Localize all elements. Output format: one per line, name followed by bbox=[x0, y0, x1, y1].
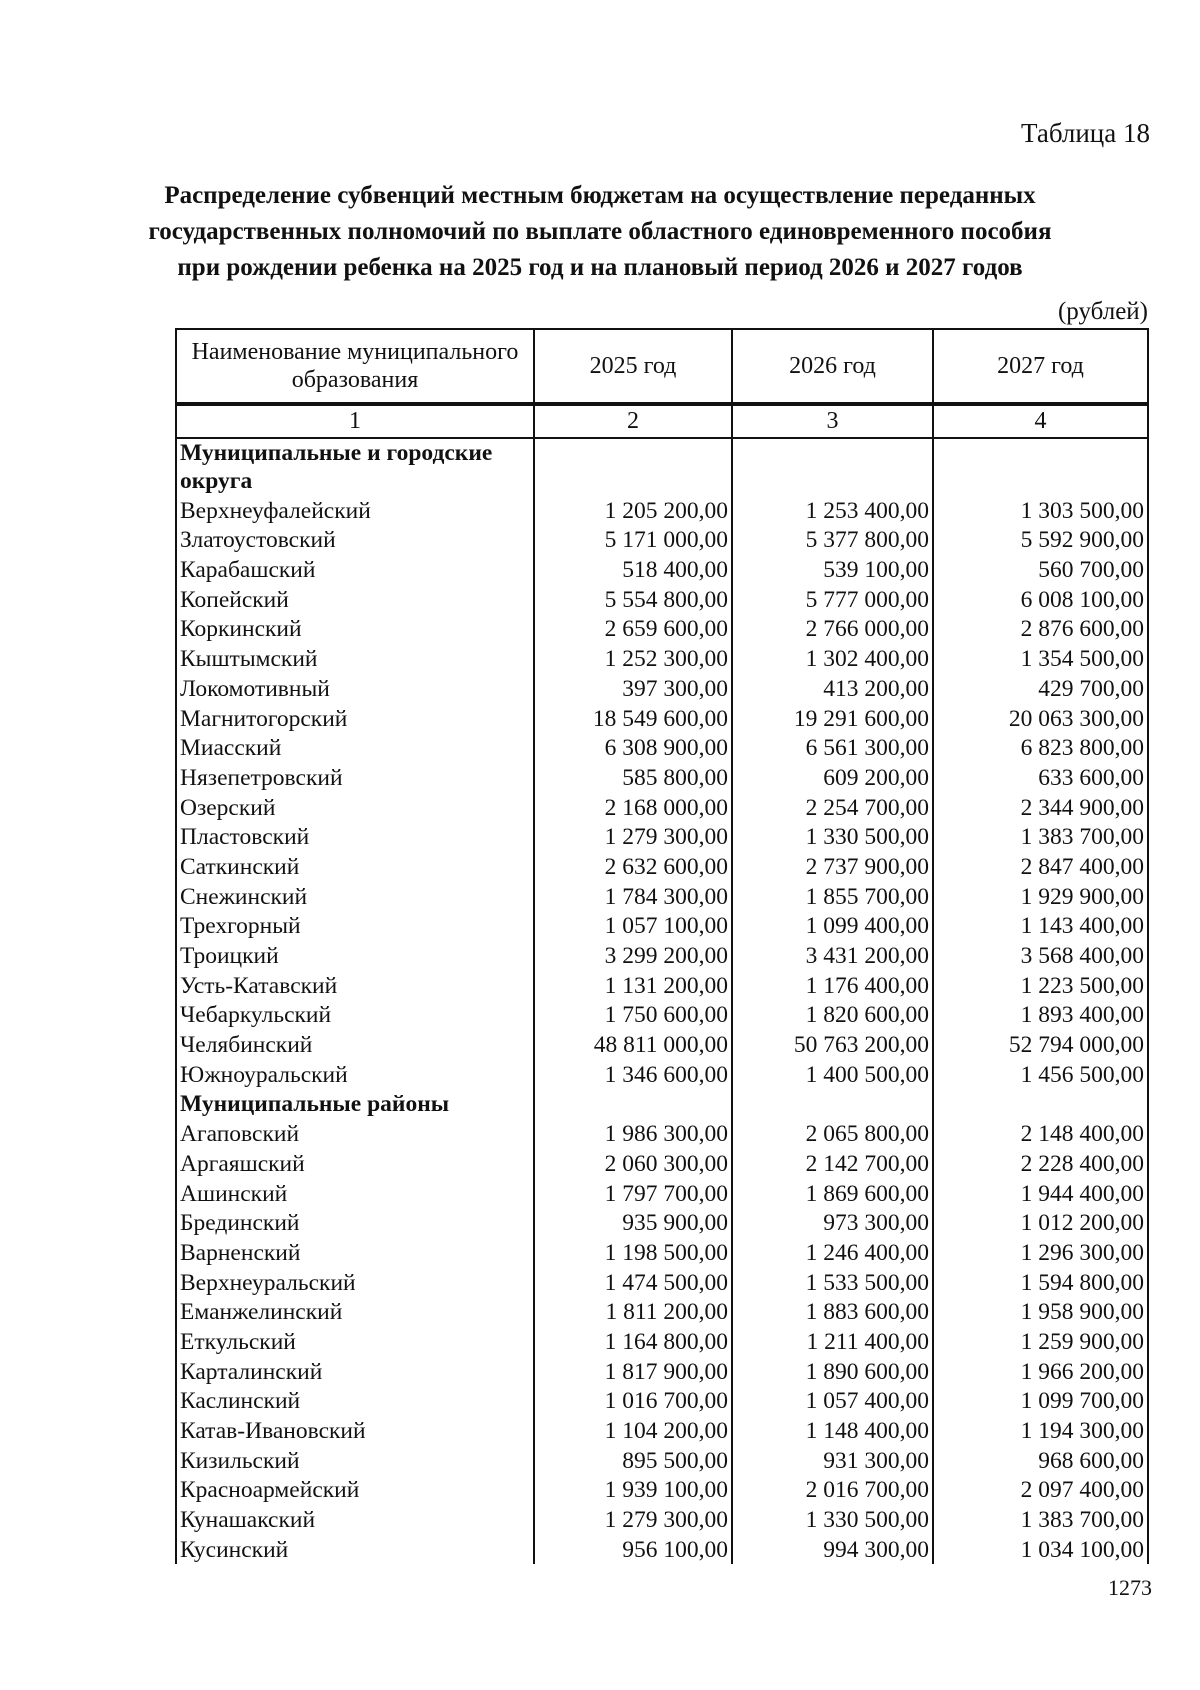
value-2026: 1 253 400,00 bbox=[732, 495, 933, 525]
value-2027: 6 008 100,00 bbox=[933, 584, 1148, 614]
municipality-name: Южноуральский bbox=[176, 1059, 534, 1089]
value-2026: 2 254 700,00 bbox=[732, 792, 933, 822]
value-2027: 1 958 900,00 bbox=[933, 1297, 1148, 1327]
page-number: 1273 bbox=[1108, 1575, 1152, 1600]
empty-cell bbox=[732, 1089, 933, 1119]
table-row bbox=[176, 1445, 1148, 1475]
value-2025: 18 549 600,00 bbox=[534, 703, 732, 733]
municipality-name: Ашинский bbox=[176, 1178, 534, 1208]
value-2025: 1 131 200,00 bbox=[534, 970, 732, 1000]
value-2027: 2 847 400,00 bbox=[933, 851, 1148, 881]
value-2026: 931 300,00 bbox=[732, 1445, 933, 1475]
table-row bbox=[176, 1415, 1148, 1445]
value-2026: 1 302 400,00 bbox=[732, 643, 933, 673]
municipality-name: Пластовский bbox=[176, 822, 534, 852]
municipality-name: Трехгорный bbox=[176, 911, 534, 941]
value-2026: 1 820 600,00 bbox=[732, 1000, 933, 1030]
value-2026: 413 200,00 bbox=[732, 673, 933, 703]
value-2025: 1 750 600,00 bbox=[534, 1000, 732, 1030]
value-2027: 1 383 700,00 bbox=[933, 822, 1148, 852]
value-2025: 2 659 600,00 bbox=[534, 614, 732, 644]
value-2027: 2 344 900,00 bbox=[933, 792, 1148, 822]
value-2025: 397 300,00 bbox=[534, 673, 732, 703]
municipality-name: Карталинский bbox=[176, 1356, 534, 1386]
units-label: (рублей) bbox=[1057, 298, 1148, 325]
municipality-name: Еткульский bbox=[176, 1326, 534, 1356]
value-2025: 6 308 900,00 bbox=[534, 733, 732, 763]
section-title: Муниципальные и городские округа bbox=[176, 438, 534, 495]
value-2025: 1 279 300,00 bbox=[534, 822, 732, 852]
value-2027: 1 383 700,00 bbox=[933, 1504, 1148, 1534]
municipality-name: Агаповский bbox=[176, 1118, 534, 1148]
municipality-name: Кусинский bbox=[176, 1534, 534, 1564]
value-2025: 585 800,00 bbox=[534, 762, 732, 792]
value-2027: 52 794 000,00 bbox=[933, 1029, 1148, 1059]
municipality-name: Аргаяшский bbox=[176, 1148, 534, 1178]
section-row bbox=[176, 438, 1148, 495]
table-row bbox=[176, 762, 1148, 792]
table-row bbox=[176, 1178, 1148, 1208]
value-2025: 1 817 900,00 bbox=[534, 1356, 732, 1386]
value-2026: 1 883 600,00 bbox=[732, 1297, 933, 1327]
value-2026: 1 890 600,00 bbox=[732, 1356, 933, 1386]
value-2027: 560 700,00 bbox=[933, 554, 1148, 584]
table-row bbox=[176, 792, 1148, 822]
empty-cell bbox=[933, 1089, 1148, 1119]
value-2025: 1 252 300,00 bbox=[534, 643, 732, 673]
value-2026: 1 176 400,00 bbox=[732, 970, 933, 1000]
value-2026: 1 099 400,00 bbox=[732, 911, 933, 941]
value-2027: 2 876 600,00 bbox=[933, 614, 1148, 644]
column-number: 3 bbox=[732, 404, 933, 438]
value-2026: 609 200,00 bbox=[732, 762, 933, 792]
value-2027: 1 143 400,00 bbox=[933, 911, 1148, 941]
municipality-name: Кунашакский bbox=[176, 1504, 534, 1534]
value-2027: 1 966 200,00 bbox=[933, 1356, 1148, 1386]
municipality-name: Еманжелинский bbox=[176, 1297, 534, 1327]
value-2025: 1 205 200,00 bbox=[534, 495, 732, 525]
column-number: 1 bbox=[176, 404, 534, 438]
value-2027: 1 034 100,00 bbox=[933, 1534, 1148, 1564]
header-2026: 2026 год bbox=[732, 329, 933, 404]
value-2026: 6 561 300,00 bbox=[732, 733, 933, 763]
table-row bbox=[176, 1475, 1148, 1505]
value-2025: 3 299 200,00 bbox=[534, 940, 732, 970]
value-2025: 1 986 300,00 bbox=[534, 1118, 732, 1148]
value-2025: 1 784 300,00 bbox=[534, 881, 732, 911]
value-2027: 2 148 400,00 bbox=[933, 1118, 1148, 1148]
value-2025: 956 100,00 bbox=[534, 1534, 732, 1564]
value-2025: 1 797 700,00 bbox=[534, 1178, 732, 1208]
value-2025: 1 939 100,00 bbox=[534, 1475, 732, 1505]
value-2025: 1 104 200,00 bbox=[534, 1415, 732, 1445]
table-row bbox=[176, 851, 1148, 881]
value-2025: 1 016 700,00 bbox=[534, 1386, 732, 1416]
value-2027: 1 194 300,00 bbox=[933, 1415, 1148, 1445]
value-2027: 1 012 200,00 bbox=[933, 1208, 1148, 1238]
table-row bbox=[176, 911, 1148, 941]
value-2025: 1 346 600,00 bbox=[534, 1059, 732, 1089]
table-row bbox=[176, 970, 1148, 1000]
value-2025: 518 400,00 bbox=[534, 554, 732, 584]
municipality-name: Снежинский bbox=[176, 881, 534, 911]
municipality-name: Верхнеуфалейский bbox=[176, 495, 534, 525]
value-2026: 1 057 400,00 bbox=[732, 1386, 933, 1416]
value-2025: 935 900,00 bbox=[534, 1208, 732, 1238]
table-row bbox=[176, 1297, 1148, 1327]
column-number: 2 bbox=[534, 404, 732, 438]
value-2025: 1 057 100,00 bbox=[534, 911, 732, 941]
municipality-name: Катав-Ивановский bbox=[176, 1415, 534, 1445]
table-row bbox=[176, 584, 1148, 614]
municipality-name: Златоустовский bbox=[176, 525, 534, 555]
table-row bbox=[176, 1148, 1148, 1178]
value-2026: 1 533 500,00 bbox=[732, 1267, 933, 1297]
value-2026: 5 377 800,00 bbox=[732, 525, 933, 555]
municipality-name: Челябинский bbox=[176, 1029, 534, 1059]
table-row bbox=[176, 614, 1148, 644]
value-2026: 1 869 600,00 bbox=[732, 1178, 933, 1208]
value-2027: 2 228 400,00 bbox=[933, 1148, 1148, 1178]
value-2027: 968 600,00 bbox=[933, 1445, 1148, 1475]
municipality-name: Карабашский bbox=[176, 554, 534, 584]
value-2026: 994 300,00 bbox=[732, 1534, 933, 1564]
table-body bbox=[176, 438, 1148, 1564]
value-2026: 2 737 900,00 bbox=[732, 851, 933, 881]
value-2025: 1 198 500,00 bbox=[534, 1237, 732, 1267]
table-row bbox=[176, 1534, 1148, 1564]
table-row bbox=[176, 1356, 1148, 1386]
table-row bbox=[176, 1000, 1148, 1030]
municipality-name: Верхнеуральский bbox=[176, 1267, 534, 1297]
table-row bbox=[176, 1326, 1148, 1356]
table-row bbox=[176, 495, 1148, 525]
column-number-row bbox=[176, 404, 1148, 438]
table-row bbox=[176, 733, 1148, 763]
value-2026: 2 142 700,00 bbox=[732, 1148, 933, 1178]
municipality-name: Чебаркульский bbox=[176, 1000, 534, 1030]
value-2025: 1 474 500,00 bbox=[534, 1267, 732, 1297]
value-2026: 2 065 800,00 bbox=[732, 1118, 933, 1148]
municipality-name: Кыштымский bbox=[176, 643, 534, 673]
municipality-name: Саткинский bbox=[176, 851, 534, 881]
header-2027: 2027 год bbox=[933, 329, 1148, 404]
value-2027: 429 700,00 bbox=[933, 673, 1148, 703]
table-row bbox=[176, 1504, 1148, 1534]
section-row bbox=[176, 1089, 1148, 1119]
table-row bbox=[176, 881, 1148, 911]
table-row bbox=[176, 1118, 1148, 1148]
value-2025: 5 554 800,00 bbox=[534, 584, 732, 614]
value-2025: 1 279 300,00 bbox=[534, 1504, 732, 1534]
municipality-name: Брединский bbox=[176, 1208, 534, 1238]
value-2026: 539 100,00 bbox=[732, 554, 933, 584]
header-row bbox=[176, 329, 1148, 404]
municipality-name: Миасский bbox=[176, 733, 534, 763]
table-row bbox=[176, 1029, 1148, 1059]
value-2027: 6 823 800,00 bbox=[933, 733, 1148, 763]
value-2026: 1 330 500,00 bbox=[732, 822, 933, 852]
value-2025: 1 164 800,00 bbox=[534, 1326, 732, 1356]
municipality-name: Коркинский bbox=[176, 614, 534, 644]
value-2027: 2 097 400,00 bbox=[933, 1475, 1148, 1505]
value-2027: 633 600,00 bbox=[933, 762, 1148, 792]
municipality-name: Троицкий bbox=[176, 940, 534, 970]
value-2027: 1 944 400,00 bbox=[933, 1178, 1148, 1208]
municipality-name: Усть-Катавский bbox=[176, 970, 534, 1000]
value-2027: 1 099 700,00 bbox=[933, 1386, 1148, 1416]
title-line: при рождении ребенка на 2025 год и на плановый период 2026 и 2027 годов bbox=[177, 254, 1023, 281]
table-row bbox=[176, 1237, 1148, 1267]
table-row bbox=[176, 525, 1148, 555]
value-2027: 1 296 300,00 bbox=[933, 1237, 1148, 1267]
table-row bbox=[176, 822, 1148, 852]
value-2025: 2 632 600,00 bbox=[534, 851, 732, 881]
value-2026: 50 763 200,00 bbox=[732, 1029, 933, 1059]
value-2027: 5 592 900,00 bbox=[933, 525, 1148, 555]
value-2025: 2 060 300,00 bbox=[534, 1148, 732, 1178]
value-2027: 1 594 800,00 bbox=[933, 1267, 1148, 1297]
municipality-name: Нязепетровский bbox=[176, 762, 534, 792]
value-2026: 1 148 400,00 bbox=[732, 1415, 933, 1445]
table-row bbox=[176, 673, 1148, 703]
table-row bbox=[176, 643, 1148, 673]
value-2026: 1 330 500,00 bbox=[732, 1504, 933, 1534]
value-2026: 2 766 000,00 bbox=[732, 614, 933, 644]
value-2025: 48 811 000,00 bbox=[534, 1029, 732, 1059]
table-label: Таблица 18 bbox=[1021, 118, 1150, 148]
table-row bbox=[176, 1267, 1148, 1297]
value-2025: 5 171 000,00 bbox=[534, 525, 732, 555]
municipality-name: Магнитогорский bbox=[176, 703, 534, 733]
municipality-name: Копейский bbox=[176, 584, 534, 614]
header-2025: 2025 год bbox=[534, 329, 732, 404]
value-2026: 1 246 400,00 bbox=[732, 1237, 933, 1267]
column-number: 4 bbox=[933, 404, 1148, 438]
value-2027: 1 893 400,00 bbox=[933, 1000, 1148, 1030]
empty-cell bbox=[933, 438, 1148, 495]
value-2027: 1 354 500,00 bbox=[933, 643, 1148, 673]
value-2026: 5 777 000,00 bbox=[732, 584, 933, 614]
value-2025: 2 168 000,00 bbox=[534, 792, 732, 822]
table-row bbox=[176, 554, 1148, 584]
municipality-name: Кизильский bbox=[176, 1445, 534, 1475]
municipality-name: Красноармейский bbox=[176, 1475, 534, 1505]
table-row bbox=[176, 703, 1148, 733]
municipality-name: Варненский bbox=[176, 1237, 534, 1267]
table-row bbox=[176, 1208, 1148, 1238]
value-2027: 3 568 400,00 bbox=[933, 940, 1148, 970]
document-title bbox=[100, 178, 1100, 286]
value-2027: 1 456 500,00 bbox=[933, 1059, 1148, 1089]
table-row bbox=[176, 1059, 1148, 1089]
empty-cell bbox=[534, 438, 732, 495]
title-line: государственных полномочий по выплате областного единовременного пособия bbox=[148, 218, 1052, 245]
value-2026: 1 400 500,00 bbox=[732, 1059, 933, 1089]
table-row bbox=[176, 940, 1148, 970]
value-2027: 1 259 900,00 bbox=[933, 1326, 1148, 1356]
section-title: Муниципальные районы bbox=[176, 1089, 534, 1119]
value-2026: 2 016 700,00 bbox=[732, 1475, 933, 1505]
municipality-name: Озерский bbox=[176, 792, 534, 822]
empty-cell bbox=[732, 438, 933, 495]
value-2026: 19 291 600,00 bbox=[732, 703, 933, 733]
value-2027: 1 223 500,00 bbox=[933, 970, 1148, 1000]
value-2026: 3 431 200,00 bbox=[732, 940, 933, 970]
value-2027: 20 063 300,00 bbox=[933, 703, 1148, 733]
value-2026: 1 211 400,00 bbox=[732, 1326, 933, 1356]
header-municipality: Наименование муниципального образования bbox=[176, 329, 534, 404]
municipality-name: Каслинский bbox=[176, 1386, 534, 1416]
value-2027: 1 303 500,00 bbox=[933, 495, 1148, 525]
municipality-name: Локомотивный bbox=[176, 673, 534, 703]
value-2026: 1 855 700,00 bbox=[732, 881, 933, 911]
table-row bbox=[176, 1386, 1148, 1416]
subvention-table bbox=[175, 328, 1149, 1564]
title-line: Распределение субвенций местным бюджетам на осуществление переданных bbox=[164, 182, 1036, 209]
value-2025: 895 500,00 bbox=[534, 1445, 732, 1475]
empty-cell bbox=[534, 1089, 732, 1119]
value-2026: 973 300,00 bbox=[732, 1208, 933, 1238]
value-2025: 1 811 200,00 bbox=[534, 1297, 732, 1327]
value-2027: 1 929 900,00 bbox=[933, 881, 1148, 911]
